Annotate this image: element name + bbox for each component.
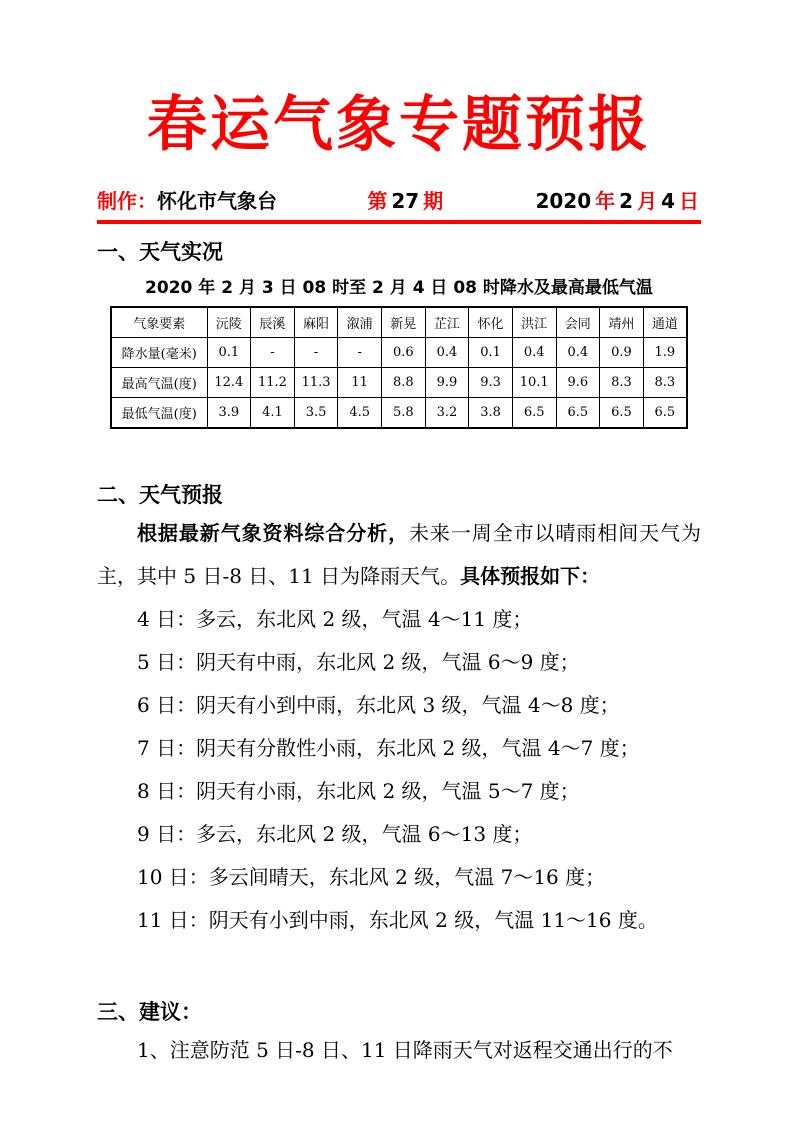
cell: 6.5 bbox=[643, 398, 687, 429]
forecast-line-day6: 6 日：阴天有小到中雨，东北风 3 级，气温 4～8 度； bbox=[137, 693, 620, 717]
observation-table bbox=[110, 306, 688, 429]
section-heading-advice: 三、建议： bbox=[97, 1000, 202, 1024]
cell: 9.9 bbox=[425, 368, 469, 398]
cell: 0.1 bbox=[207, 338, 251, 368]
forecast-intro-paragraph bbox=[97, 512, 701, 598]
col-header-element: 气象要素 bbox=[111, 307, 207, 338]
cell: 5.8 bbox=[382, 398, 426, 429]
table-row-min-temp bbox=[111, 398, 687, 429]
row-label: 降水量(毫米) bbox=[111, 338, 207, 368]
cell: - bbox=[338, 338, 382, 368]
issue-number-line bbox=[365, 189, 445, 213]
col-header-hongjiang: 洪江 bbox=[512, 307, 556, 338]
cell: 8.3 bbox=[600, 368, 644, 398]
observation-table-title: 2020 年 2 月 3 日 08 时至 2 月 4 日 08 时降水及最高最低气温 bbox=[145, 278, 653, 298]
cell: 3.8 bbox=[469, 398, 513, 429]
forecast-line-day4: 4 日：多云，东北风 2 级，气温 4～11 度； bbox=[137, 607, 533, 631]
forecast-intro-lead: 根据最新气象资料综合分析， bbox=[137, 521, 409, 545]
cell: 3.5 bbox=[294, 398, 338, 429]
section-heading-forecast: 二、天气预报 bbox=[97, 483, 223, 507]
section-heading-actual-weather: 一、天气实况 bbox=[97, 240, 223, 264]
producer-label: 制作： bbox=[97, 189, 157, 213]
cell: 11 bbox=[338, 368, 382, 398]
date-year: 2020 bbox=[535, 189, 592, 213]
row-label: 最低气温(度) bbox=[111, 398, 207, 429]
col-header-yuanling: 沅陵 bbox=[207, 307, 251, 338]
forecast-line-day10: 10 日：多云间晴天，东北风 2 级，气温 7～16 度； bbox=[137, 865, 606, 889]
date-day: 4 bbox=[661, 189, 675, 213]
red-divider-rule bbox=[97, 220, 701, 224]
forecast-line-day11: 11 日：阴天有小到中雨，东北风 2 级，气温 11～16 度。 bbox=[137, 908, 658, 932]
cell: 11.3 bbox=[294, 368, 338, 398]
advice-item-1: 1、注意防范 5 日-8 日、11 日降雨天气对返程交通出行的不 bbox=[137, 1038, 673, 1062]
cell: 12.4 bbox=[207, 368, 251, 398]
date-year-unit: 年 bbox=[595, 189, 616, 213]
issue-date-line bbox=[533, 189, 701, 213]
table-header-row bbox=[111, 307, 687, 338]
issue-suffix: 期 bbox=[423, 189, 444, 213]
col-header-xinhuang: 新晃 bbox=[382, 307, 426, 338]
col-header-huaihua: 怀化 bbox=[469, 307, 513, 338]
cell: 0.4 bbox=[512, 338, 556, 368]
date-month-unit: 月 bbox=[637, 189, 658, 213]
cell: 3.9 bbox=[207, 398, 251, 429]
issue-number: 27 bbox=[391, 189, 420, 213]
cell: 4.1 bbox=[251, 398, 295, 429]
cell: 8.3 bbox=[643, 368, 687, 398]
cell: 6.5 bbox=[512, 398, 556, 429]
forecast-intro-tail: 具体预报如下： bbox=[460, 564, 601, 588]
producer-line bbox=[97, 189, 277, 213]
cell: 6.5 bbox=[556, 398, 600, 429]
cell: 0.4 bbox=[425, 338, 469, 368]
forecast-intro-body: 未来一周全市以晴雨相间天气为主，其中 5 日-8 日、11 日为降雨天气。 bbox=[97, 521, 701, 588]
table-row-max-temp bbox=[111, 368, 687, 398]
document-title: 春运气象专题预报 bbox=[147, 90, 651, 160]
cell: 3.2 bbox=[425, 398, 469, 429]
cell: 0.1 bbox=[469, 338, 513, 368]
cell: 8.8 bbox=[382, 368, 426, 398]
row-label: 最高气温(度) bbox=[111, 368, 207, 398]
producer-value: 怀化市气象台 bbox=[157, 189, 277, 213]
cell: 0.6 bbox=[382, 338, 426, 368]
forecast-line-day8: 8 日：阴天有小雨，东北风 2 级，气温 5～7 度； bbox=[137, 779, 580, 803]
cell: 1.9 bbox=[643, 338, 687, 368]
forecast-line-day5: 5 日：阴天有中雨，东北风 2 级，气温 6～9 度； bbox=[137, 650, 580, 674]
col-header-huitong: 会同 bbox=[556, 307, 600, 338]
cell: - bbox=[294, 338, 338, 368]
daily-forecast-list bbox=[97, 598, 701, 942]
col-header-zhijiang: 芷江 bbox=[425, 307, 469, 338]
cell: 6.5 bbox=[600, 398, 644, 429]
issue-prefix: 第 bbox=[367, 189, 388, 213]
forecast-line-day9: 9 日：多云，东北风 2 级，气温 6～13 度； bbox=[137, 822, 533, 846]
cell: 9.3 bbox=[469, 368, 513, 398]
col-header-tongdao: 通道 bbox=[643, 307, 687, 338]
date-day-unit: 日 bbox=[678, 189, 699, 213]
forecast-line-day7: 7 日：阴天有分散性小雨，东北风 2 级，气温 4～7 度； bbox=[137, 736, 640, 760]
col-header-chenxi: 辰溪 bbox=[251, 307, 295, 338]
col-header-xupu: 溆浦 bbox=[338, 307, 382, 338]
cell: 0.4 bbox=[556, 338, 600, 368]
date-month: 2 bbox=[619, 189, 634, 213]
table-row-precipitation bbox=[111, 338, 687, 368]
cell: 10.1 bbox=[512, 368, 556, 398]
cell: 11.2 bbox=[251, 368, 295, 398]
cell: 4.5 bbox=[338, 398, 382, 429]
cell: - bbox=[251, 338, 295, 368]
document-meta-row bbox=[97, 189, 701, 213]
col-header-jingzhou: 靖州 bbox=[600, 307, 644, 338]
col-header-mayang: 麻阳 bbox=[294, 307, 338, 338]
cell: 0.9 bbox=[600, 338, 644, 368]
cell: 9.6 bbox=[556, 368, 600, 398]
